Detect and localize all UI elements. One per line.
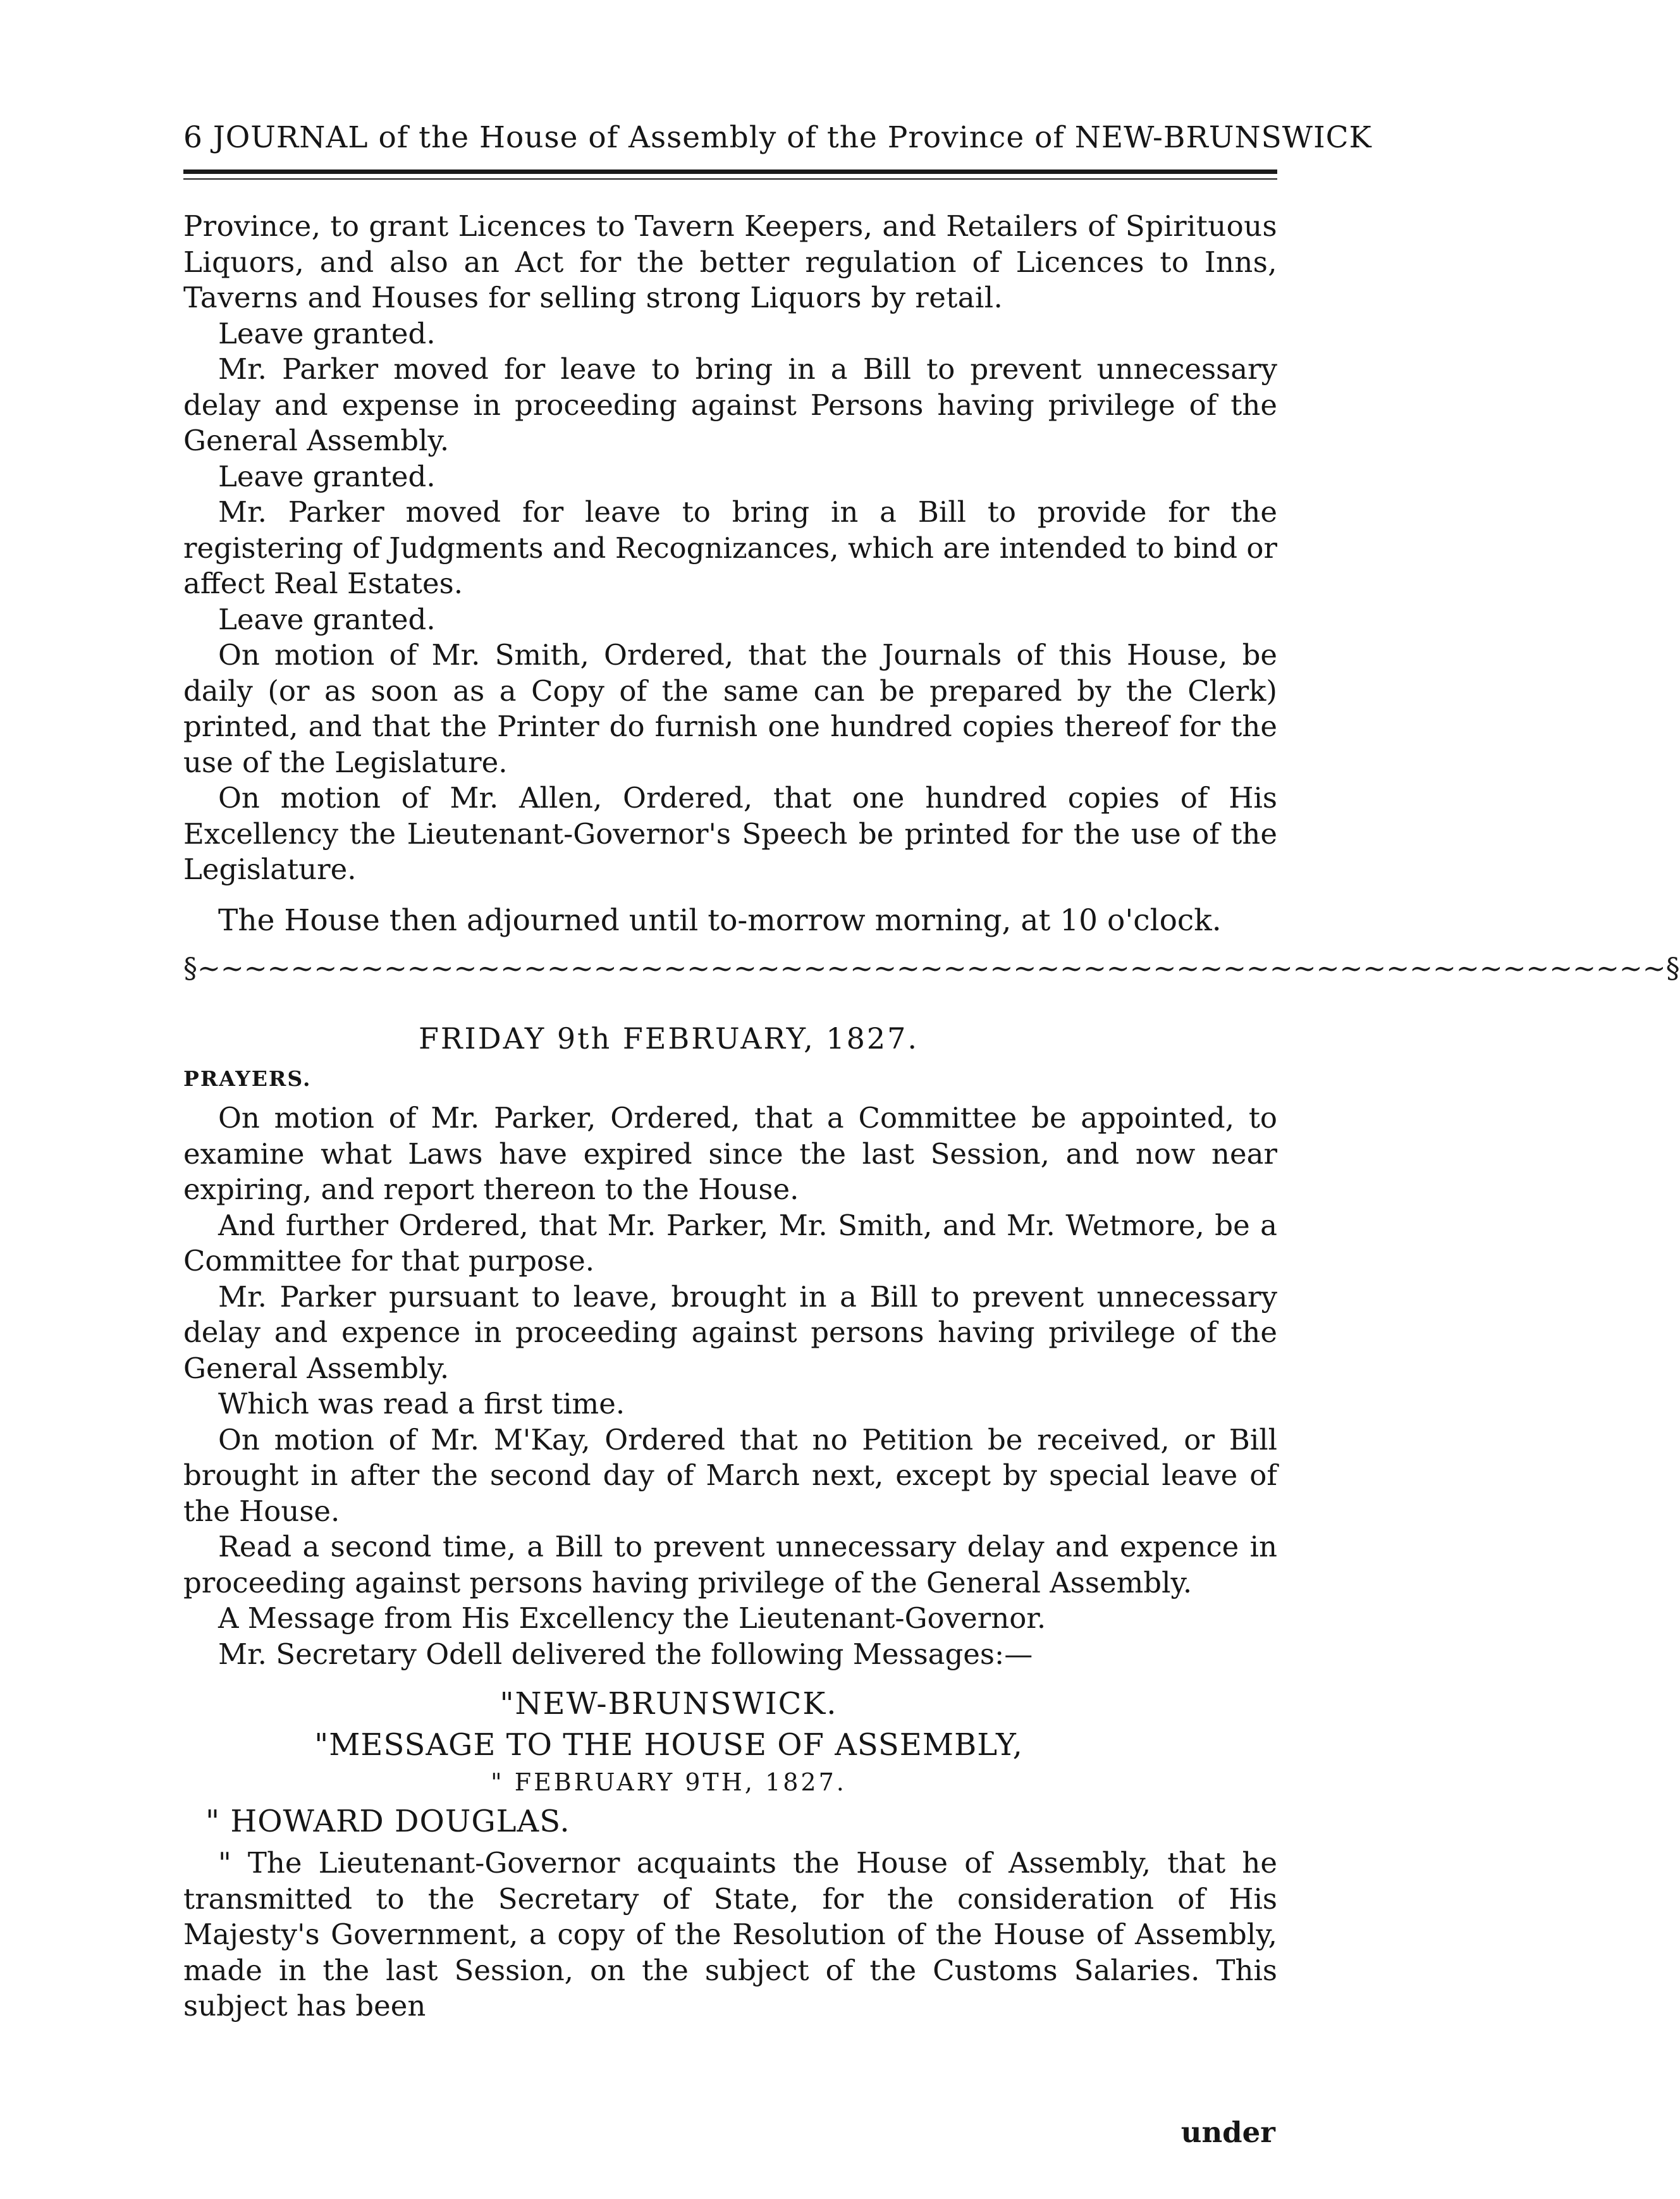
paragraph: Mr. Parker moved for leave to bring in a Bill to provide for the registering of Judgments and Recognizances, which are intended to bind or affect Real Estates. — [183, 495, 1277, 600]
page-number: 6 — [183, 120, 203, 155]
ornamental-rule: §~~~~~~~~~~~~~~~~~~~~~~~~~~~~~~~~~~~~~~~~~~~~~~~~~~~~~~~~~~~~~~~§ — [183, 952, 1680, 985]
catchword: under — [1180, 2116, 1275, 2149]
paragraph: " The Lieutenant-Governor acquaints the House of Assembly, that he transmitted to the Secretary of State, for the consideration of His Majesty's Government, a copy of the Resolution of the House of Assembly, made in the last Session, on the subject of the Customs Salaries. This subject has been — [183, 1846, 1277, 2023]
page-header — [183, 120, 1372, 155]
message-title: "MESSAGE TO THE HOUSE OF ASSEMBLY, — [314, 1727, 1023, 1763]
paragraph: Leave granted. — [218, 602, 436, 636]
paragraph: Mr. Parker pursuant to leave, brought in a Bill to prevent unnecessary delay and expence in proceeding against persons having privilege of the General Assembly. — [183, 1279, 1277, 1385]
header-rule-thick — [183, 169, 1277, 174]
paragraph: Leave granted. — [218, 316, 436, 350]
message-place: "NEW-BRUNSWICK. — [500, 1686, 838, 1722]
header-rule-thin — [183, 178, 1277, 180]
paragraph: Which was read a first time. — [218, 1387, 625, 1420]
paragraph: On motion of Mr. Allen, Ordered, that one hundred copies of His Excellency the Lieutenant-Governor's Speech be printed for the use of the Legislature. — [183, 781, 1277, 886]
day-proceedings — [183, 1100, 1277, 1672]
message-signature: " HOWARD DOUGLAS. — [205, 1804, 570, 1839]
running-title: JOURNAL of the House of Assembly of the Province of NEW-BRUNSWICK — [212, 120, 1372, 155]
previous-day-proceedings — [183, 209, 1277, 888]
adjournment-line: The House then adjourned until to-morrow morning, at 10 o'clock. — [218, 903, 1222, 938]
prayers-label: PRAYERS. — [183, 1066, 312, 1091]
paragraph: A Message from His Excellency the Lieutenant-Governor. — [218, 1601, 1046, 1635]
paragraph: Read a second time, a Bill to prevent unnecessary delay and expence in proceeding against persons having privilege of the General Assembly. — [183, 1530, 1277, 1599]
paragraph: And further Ordered, that Mr. Parker, Mr. Smith, and Mr. Wetmore, be a Committee for that purpose. — [183, 1208, 1277, 1278]
paragraph: Province, to grant Licences to Tavern Keepers, and Retailers of Spirituous Liquors, and also an Act for the better regulation of Licences to Inns, Taverns and Houses for selling strong Liquors by retail. — [183, 209, 1277, 314]
paragraph: Leave granted. — [218, 459, 436, 493]
paragraph: On motion of Mr. M'Kay, Ordered that no Petition be received, or Bill brought in after the second day of March next, except by special leave of the House. — [183, 1422, 1277, 1528]
paragraph: Mr. Secretary Odell delivered the following Messages:— — [218, 1637, 1033, 1671]
paragraph: On motion of Mr. Smith, Ordered, that the Journals of this House, be daily (or as soon as a Copy of the same can be prepared by the Clerk) printed, and that the Printer do furnish one hundred copies thereof for the use of the Legislature. — [183, 638, 1277, 779]
message-date: " FEBRUARY 9TH, 1827. — [491, 1768, 847, 1796]
message-body — [183, 1845, 1277, 2024]
paragraph: Mr. Parker moved for leave to bring in a Bill to prevent unnecessary delay and expense in proceeding against Persons having privilege of the General Assembly. — [183, 352, 1277, 457]
day-heading: FRIDAY 9th FEBRUARY, 1827. — [418, 1021, 919, 1056]
paragraph: On motion of Mr. Parker, Ordered, that a Committee be appointed, to examine what Laws have expired since the last Session, and now near expiring, and report thereon to the House. — [183, 1101, 1277, 1206]
